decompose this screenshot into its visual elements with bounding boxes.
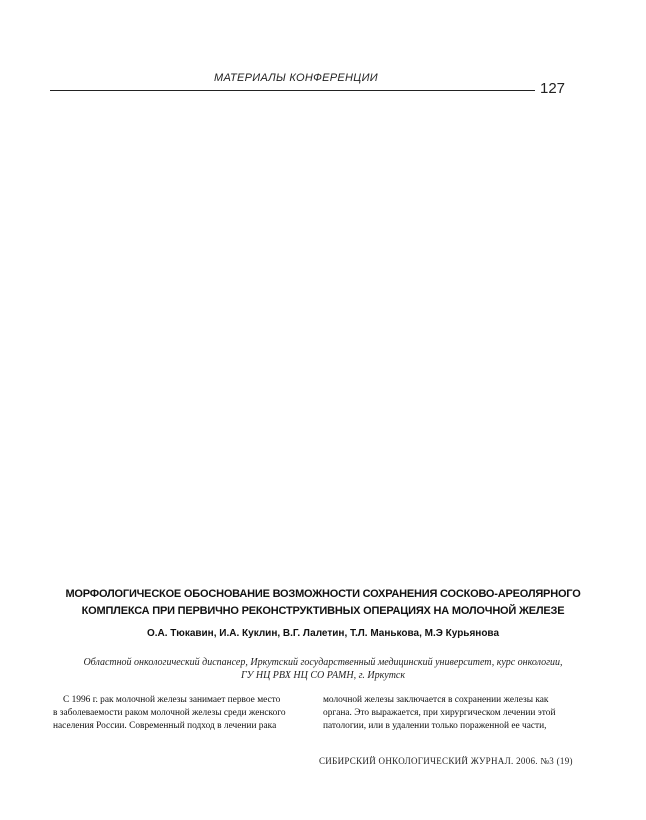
header-rule [50,90,535,91]
affiliation-line: ГУ НЦ РВХ НЦ СО РАМН, г. Иркутск [240,670,406,681]
article-title [40,586,606,620]
author-list: О.А. Тюкавин, И.А. Куклин, В.Г. Лалетин, Т.Л. Манькова, М.Э Курьянова [146,628,500,639]
body-line: С 1996 г. рак молочной железы занимает первое место [63,695,281,705]
affiliation [30,656,616,682]
body-line: органа. Это выражается, при хирургическом лечении этой [323,708,556,718]
body-line: в заболеваемости раком молочной железы среди женского [53,708,286,718]
body-line: населения России. Современный подход в лечении рака [53,721,277,731]
body-line: патологии, или в удалении только пораженной ее части, [323,721,547,731]
body-column-right [323,694,566,733]
running-header-title: МАТЕРИАЛЫ КОНФЕРЕНЦИИ [214,72,378,84]
body-column-left [53,694,296,733]
article-title-line: МОРФОЛОГИЧЕСКОЕ ОБОСНОВАНИЕ ВОЗМОЖНОСТИ СОХРАНЕНИЯ СОСКОВО-АРЕОЛЯРНОГО [65,588,581,600]
journal-footer: СИБИРСКИЙ ОНКОЛОГИЧЕСКИЙ ЖУРНАЛ. 2006. №3 (19) [319,756,573,766]
affiliation-line: Областной онкологический диспансер, Иркутский государственный медицинский университет, курс онкологии, [83,657,563,668]
body-line: молочной железы заключается в сохранении железы как [323,695,549,705]
article-title-line: КОМПЛЕКСА ПРИ ПЕРВИЧНО РЕКОНСТРУКТИВНЫХ ОПЕРАЦИЯХ НА МОЛОЧНОЙ ЖЕЛЕЗЕ [81,605,565,617]
page-number: 127 [540,80,566,97]
